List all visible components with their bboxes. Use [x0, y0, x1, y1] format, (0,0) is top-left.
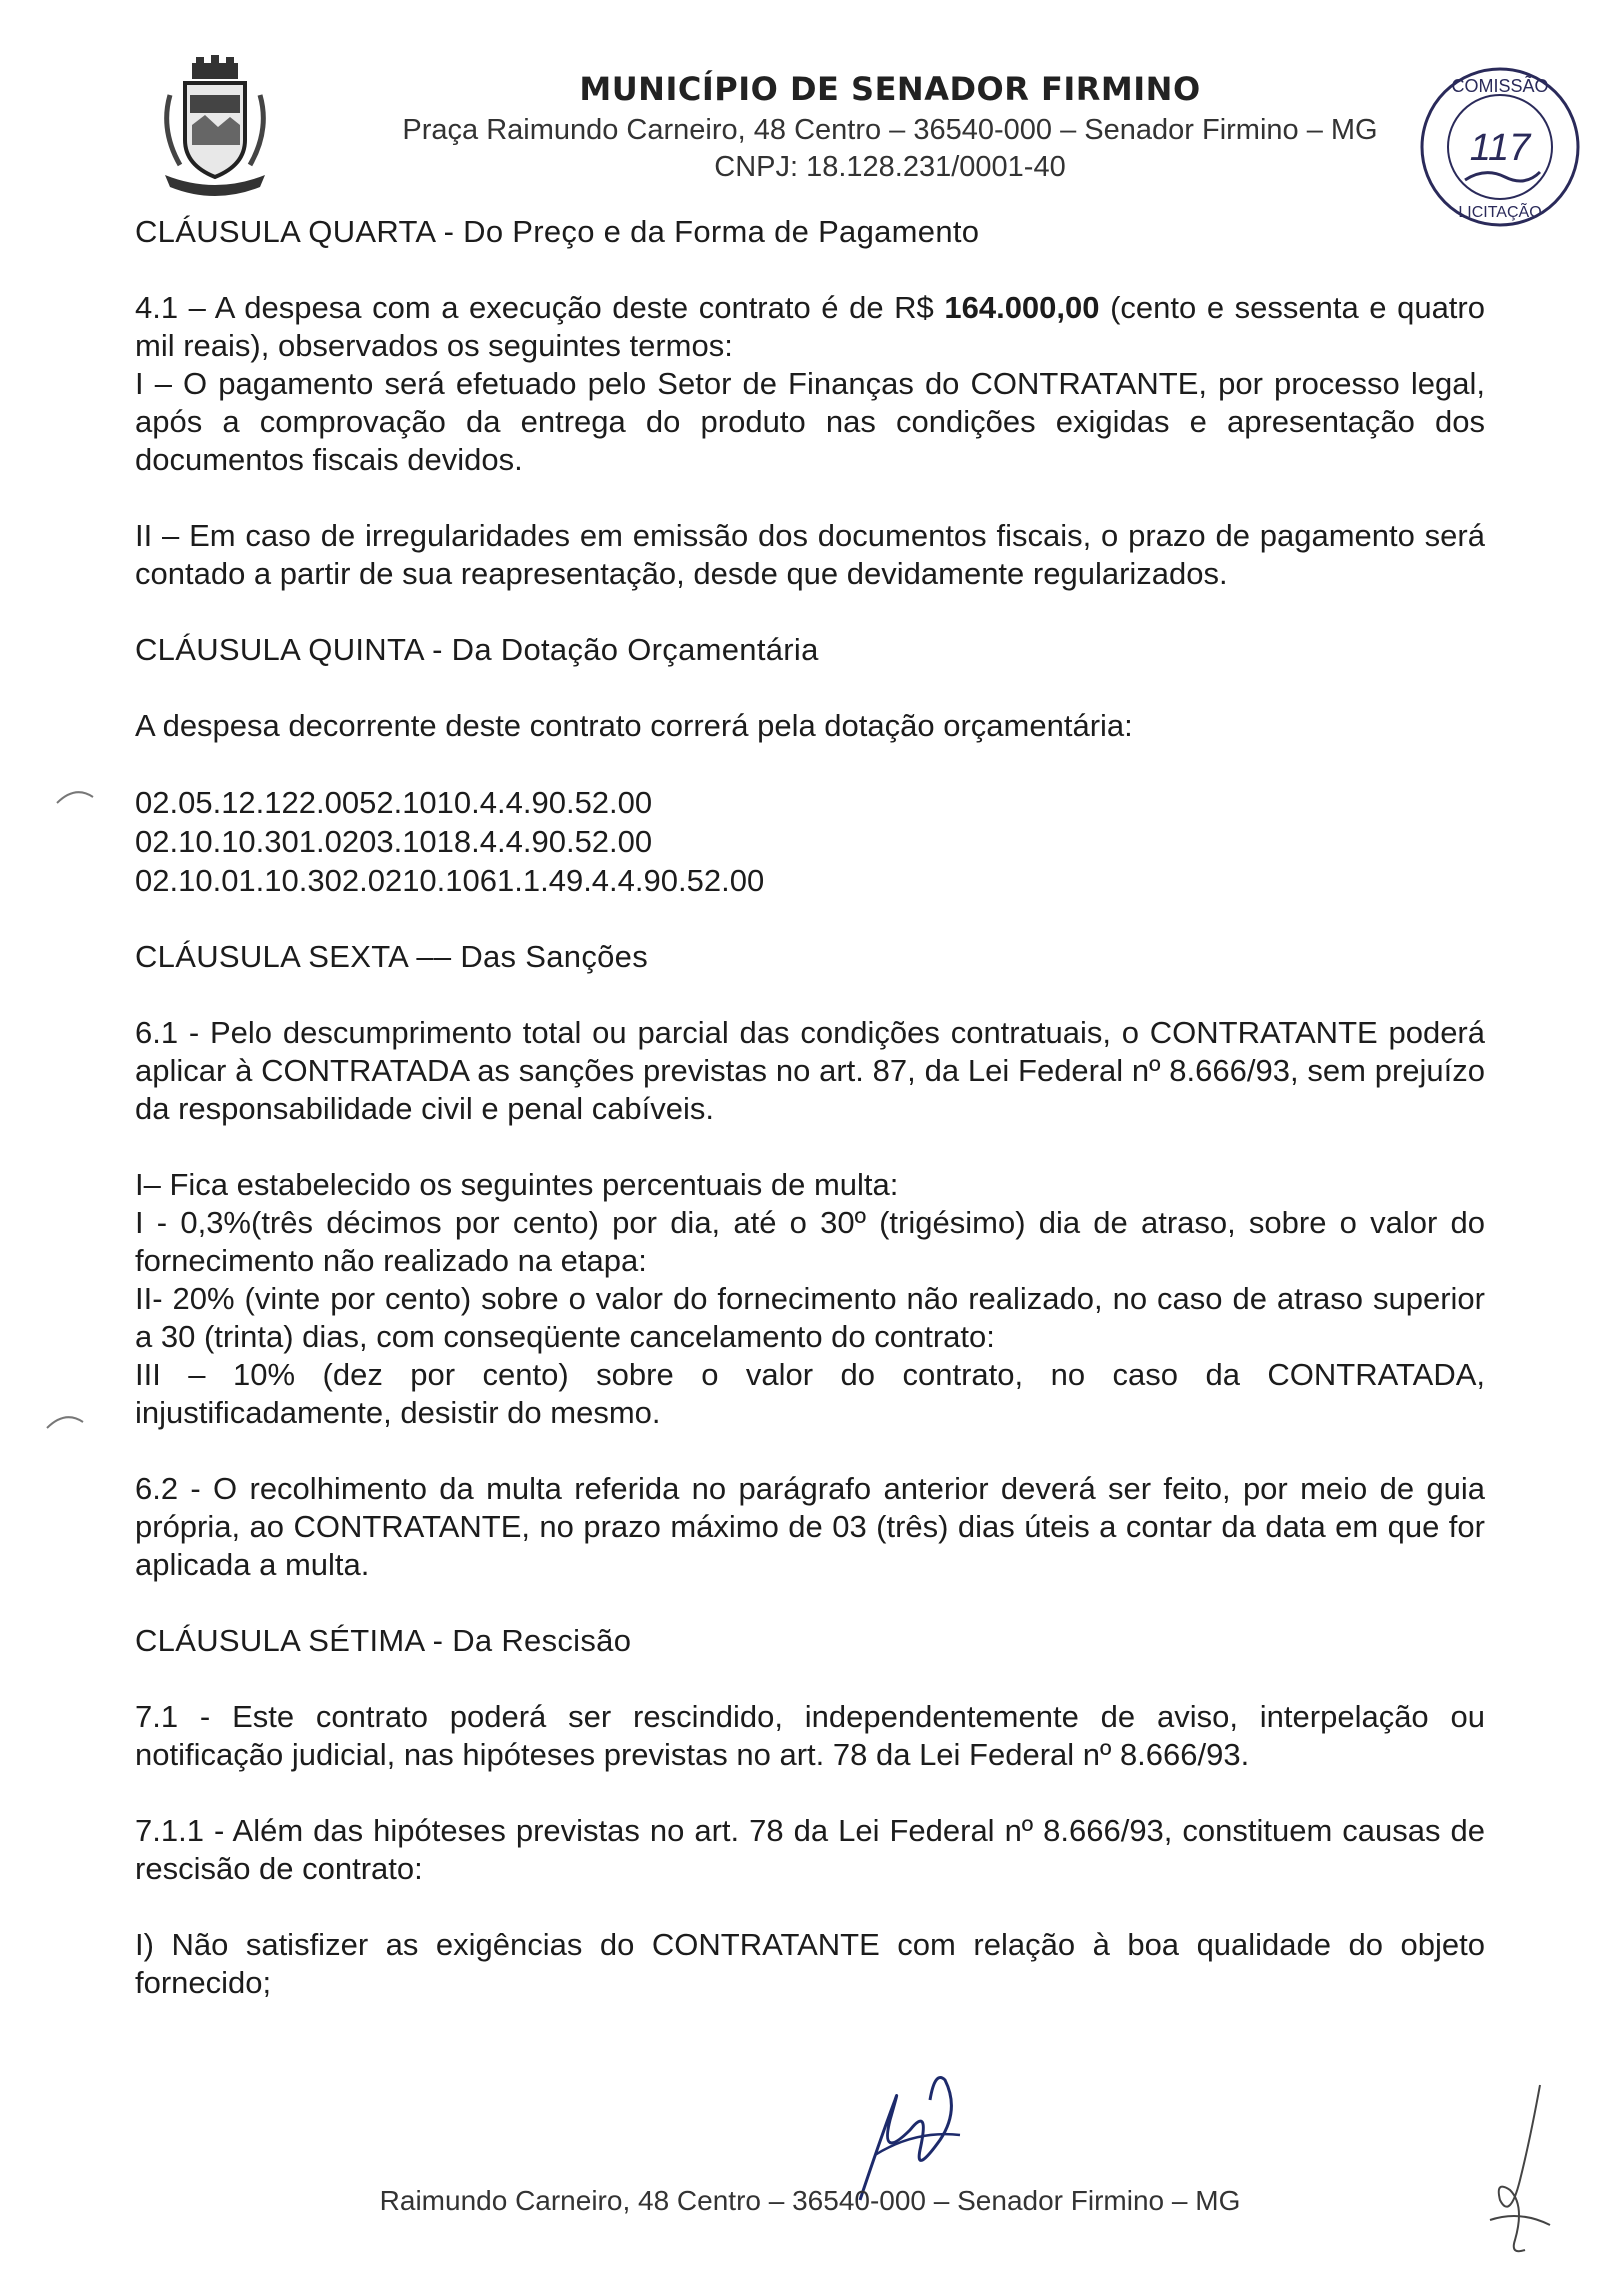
letterhead-address: Praça Raimundo Carneiro, 48 Centro – 36540-000 – Senador Firmino – MG — [402, 114, 1378, 146]
clause-4-paragraph-2: I – O pagamento será efetuado pelo Setor de Finanças do CONTRATANTE, por processo legal, após a comprovação da entrega do produto nas condições exigidas e apresentação dos documentos fiscais devidos. — [135, 366, 1485, 477]
clause-4-p1-pre: 4.1 – A despesa com a execução deste contrato é de R$ — [135, 290, 945, 325]
stamp-bottom-text: LICITAÇÃO — [1458, 204, 1542, 221]
clause-6-paragraph-2b: I - 0,3%(três décimos por cento) por dia, até o 30º (trigésimo) dia de atraso, sobre o valor do fornecimento não realizado na etapa: — [135, 1205, 1485, 1278]
clause-4-paragraph-3: II – Em caso de irregularidades em emissão dos documentos fiscais, o prazo de pagamento será contado a partir de sua reapresentação, desde que devidamente regularizados. — [135, 518, 1485, 591]
page-footer: Raimundo Carneiro, 48 Centro – 36540-000 – Senador Firmino – MG — [379, 2185, 1241, 2216]
document-body — [135, 213, 1485, 2002]
clause-4-title: CLÁUSULA QUARTA - Do Preço e da Forma de Pagamento — [135, 214, 980, 249]
budget-code: 02.10.10.301.0203.1018.4.4.90.52.00 — [135, 824, 653, 859]
clause-6-paragraph-1: 6.1 - Pelo descumprimento total ou parcial das condições contratuais, o CONTRATANTE poderá aplicar à CONTRATADA as sanções previstas no art. 87, da Lei Federal nº 8.666/93, sem prejuízo da responsabilidade civil e penal cabíveis. — [135, 1015, 1485, 1126]
clause-5-title: CLÁUSULA QUINTA - Da Dotação Orçamentária — [135, 632, 819, 667]
initials-signature-icon — [1480, 2080, 1560, 2260]
clause-5-paragraph-1: A despesa decorrente deste contrato correrá pela dotação orçamentária: — [135, 708, 1133, 743]
scan-mark-icon — [55, 785, 95, 805]
stamp-number: 117 — [1469, 127, 1531, 169]
clause-7-paragraph-3: I) Não satisfizer as exigências do CONTRATANTE com relação à boa qualidade do objeto fornecido; — [135, 1927, 1485, 2000]
letterhead — [380, 70, 1400, 184]
letterhead-cnpj: CNPJ: 18.128.231/0001-40 — [714, 151, 1066, 183]
clause-7-paragraph-2: 7.1.1 - Além das hipóteses previstas no art. 78 da Lei Federal nº 8.666/93, constituem causas de rescisão de contrato: — [135, 1813, 1485, 1886]
municipal-crest-icon — [150, 55, 280, 205]
clause-6-title: CLÁUSULA SEXTA –– Das Sanções — [135, 939, 648, 974]
stamp-top-text: COMISSÃO — [1451, 76, 1549, 96]
municipality-name: MUNICÍPIO DE SENADOR FIRMINO — [579, 70, 1201, 108]
budget-codes-list — [135, 783, 1485, 900]
scan-mark-icon — [45, 1410, 85, 1430]
clause-7-title: CLÁUSULA SÉTIMA - Da Rescisão — [135, 1623, 632, 1658]
clause-6-paragraph-2c: II- 20% (vinte por cento) sobre o valor do fornecimento não realizado, no caso de atraso superior a 30 (trinta) dias, com conseqüente cancelamento do contrato: — [135, 1281, 1485, 1354]
contract-amount: 164.000,00 — [944, 290, 1100, 325]
clause-6-paragraph-2d: III – 10% (dez por cento) sobre o valor do contrato, no caso da CONTRATADA, injustificadamente, desistir do mesmo. — [135, 1357, 1485, 1430]
clause-4-p1-post: (cento e sessenta e quatro mil reais), observados os seguintes termos: — [135, 290, 1485, 363]
budget-code: 02.10.01.10.302.0210.1061.1.49.4.4.90.52.00 — [135, 863, 765, 898]
clause-6-paragraph-2a: I– Fica estabelecido os seguintes percentuais de multa: — [135, 1167, 899, 1202]
budget-code: 02.05.12.122.0052.1010.4.4.90.52.00 — [135, 785, 653, 820]
commission-stamp-icon — [1415, 62, 1585, 232]
clause-7-paragraph-1: 7.1 - Este contrato poderá ser rescindido, independentemente de aviso, interpelação ou notificação judicial, nas hipóteses previstas no art. 78 da Lei Federal nº 8.666/93. — [135, 1699, 1485, 1772]
clause-6-paragraph-3: 6.2 - O recolhimento da multa referida no parágrafo anterior deverá ser feito, por meio de guia própria, ao CONTRATANTE, no prazo máximo de 03 (três) dias úteis a contar da data em que for aplicada a multa. — [135, 1471, 1485, 1582]
clause-4-paragraph-1 — [135, 289, 1485, 365]
